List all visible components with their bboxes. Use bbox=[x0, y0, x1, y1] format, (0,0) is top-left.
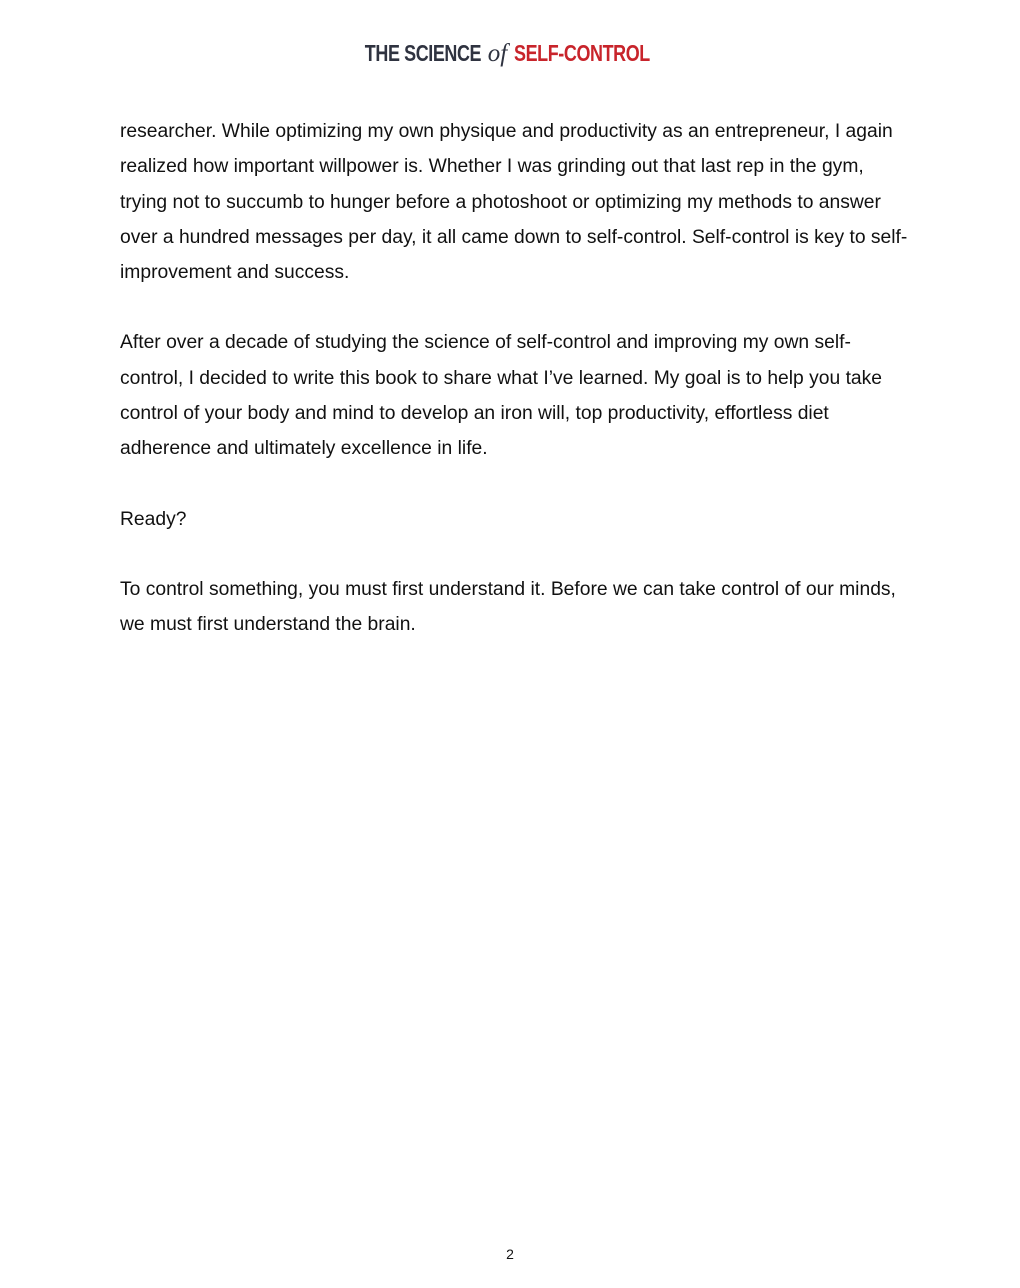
page-number: 2 bbox=[506, 1246, 514, 1262]
running-header bbox=[0, 40, 1020, 68]
body-paragraph-3: Ready? bbox=[120, 508, 187, 530]
body-paragraph-4: To control something, you must first understand it. Before we can take control of our minds, we must first understand the brain. bbox=[120, 578, 896, 636]
header-title-main: THE SCIENCE bbox=[364, 40, 482, 66]
body-paragraph-1: researcher. While optimizing my own physique and productivity as an entrepreneur, I again realized how important willpower is. Whether I was grinding out that last rep in the gym, trying not to succumb to hunger before a photoshoot or optimizing my methods to answer over a hundred messages per day, it all came down to self-control. Self-control is key to self-improvement and success. bbox=[120, 121, 908, 284]
header-title-accent: SELF-CONTROL bbox=[513, 40, 650, 66]
body-paragraph-2: After over a decade of studying the science of self-control and improving my own self-control, I decided to write this book to share what I’ve learned. My goal is to help you take control of your body and mind to develop an iron will, top productivity, effortless diet adherence and ultimately excellence in life. bbox=[120, 332, 883, 460]
header-title-of: of bbox=[487, 40, 508, 67]
page-body bbox=[120, 114, 910, 678]
